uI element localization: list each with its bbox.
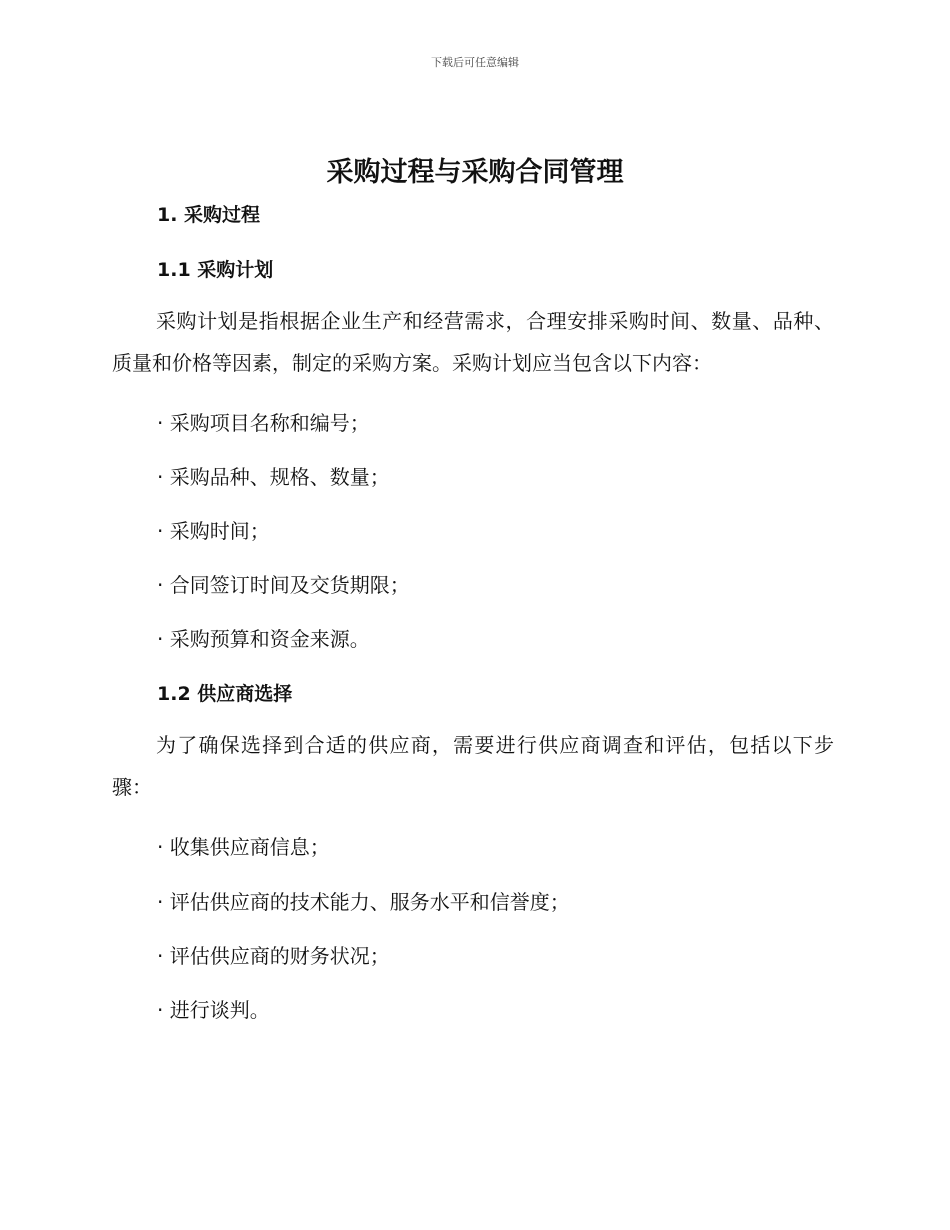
list-item: · 采购时间； xyxy=(157,519,270,543)
subsection-heading-1-1: 1.1 采购计划 xyxy=(157,259,274,281)
list-item: · 合同签订时间及交货期限； xyxy=(157,573,410,597)
page-header-note: 下载后可任意编辑 xyxy=(431,56,519,69)
section-heading-1: 1. 采购过程 xyxy=(157,204,261,226)
paragraph-purchase-plan: 采购计划是指根据企业生产和经营需求，合理安排采购时间、数量、品种、质量和价格等因素，制定的采购方案。采购计划应当包含以下内容： xyxy=(112,309,834,375)
list-item: · 评估供应商的财务状况； xyxy=(157,944,390,968)
list-item: · 评估供应商的技术能力、服务水平和信誉度； xyxy=(157,890,570,914)
list-item: · 收集供应商信息； xyxy=(157,835,330,859)
list-item: · 采购品种、规格、数量； xyxy=(157,465,390,489)
list-item: · 采购项目名称和编号； xyxy=(157,411,370,435)
list-item: · 采购预算和资金来源。 xyxy=(157,627,370,651)
list-item: · 进行谈判。 xyxy=(157,998,270,1022)
paragraph-supplier-selection: 为了确保选择到合适的供应商，需要进行供应商调查和评估，包括以下步骤： xyxy=(112,733,834,799)
subsection-heading-1-2: 1.2 供应商选择 xyxy=(157,683,293,705)
document-title: 采购过程与采购合同管理 xyxy=(326,157,624,188)
